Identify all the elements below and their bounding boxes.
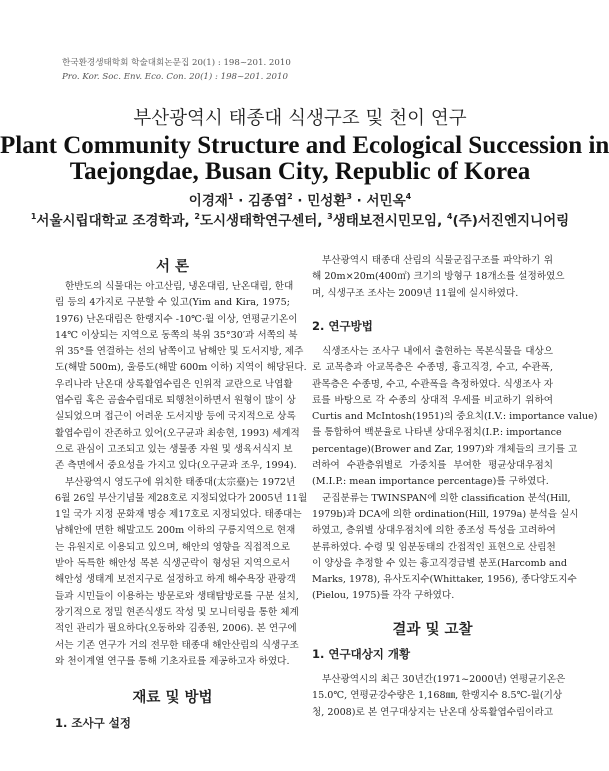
- paragraph-line: 1976) 난온대림은 한랭지수 -10℃·월 이상, 연평균기온이: [55, 313, 298, 325]
- paragraph-line: 부산광역시 영도구에 위치한 태종대(太宗臺)는 1972년: [65, 476, 296, 488]
- paragraph-line: 14℃ 이상되는 지역으로 동쪽의 북위 35°30′과 서쪽의 북: [55, 329, 298, 341]
- title-english-line-1: Plant Community Structure and Ecological Succession in: [0, 132, 609, 159]
- author-list: [0, 189, 600, 209]
- paragraph-line: 으로 관심이 고조되고 있는 생물종 자원 및 생육서식지 보: [55, 443, 293, 455]
- paragraph-line: 분류하였다. 수령 및 임분동태의 간접적인 표현으로 산림천: [312, 541, 556, 553]
- author-name: 민성환: [307, 193, 347, 209]
- paragraph-line: 도(해발 500m), 울릉도(해발 600m 이하) 지역이 해당된다.: [55, 362, 307, 374]
- paragraph-line: 부산광역시의 최근 30년간(1971~2000년) 연평균기온은: [322, 674, 566, 685]
- author-separator: ·: [233, 193, 249, 209]
- affiliation-name: 도시생태학연구센터,: [199, 213, 328, 229]
- author-name: 이경재: [188, 193, 228, 209]
- paragraph-line: 해안성 생태계 보전지구로 설정하고 하계 해수욕장 관광객: [55, 574, 296, 586]
- author-affiliation-mark: 3: [346, 192, 352, 201]
- paragraph-line: 청, 2008)로 본 연구대상지는 난온대 상록활엽수림이라고: [312, 706, 554, 718]
- paragraph-line: 우리나라 난온대 상록활엽수림은 인위적 교란으로 낙엽활: [55, 378, 293, 390]
- plot-setup-body: [312, 253, 565, 302]
- paragraph-line: 남해안에 면한 해발고도 200m 이하의 구릉지역으로 현재: [55, 525, 296, 537]
- paragraph-line: 며, 식생구조 조사는 2009년 11월에 실시하였다.: [312, 287, 519, 299]
- author-name: 김종엽: [248, 193, 288, 209]
- paragraph-line: 1979b)과 DCA에 의한 ordination(Hill, 1979a) 분석을 실시: [312, 508, 579, 520]
- paragraph-line: 관목층은 수종명, 수고, 수관폭을 측정하였다. 식생조사 자: [312, 378, 553, 390]
- paragraph-line: Marks, 1978), 유사도지수(Whittaker, 1956), 종다양도지수: [312, 574, 577, 586]
- journal-citation-ko: 한국환경생태학회 학술대회논문집 20(1) : 198~201. 2010: [62, 58, 291, 68]
- research-methods-body: [312, 344, 598, 605]
- author-separator: ·: [351, 193, 367, 209]
- paragraph-line: 식생조사는 조사구 내에서 출현하는 목본식물을 대상으: [322, 346, 553, 357]
- author-affiliation-mark: 1: [227, 192, 234, 201]
- affiliation-list: [0, 209, 600, 229]
- affiliation-mark: 2: [194, 212, 200, 221]
- author-separator: ·: [292, 193, 308, 209]
- paragraph-line: 이 양상을 추정할 수 있는 흉고직경급별 분포(Harcomb and: [312, 557, 568, 569]
- journal-citation-en: Pro. Kor. Soc. Env. Eco. Con. 20(1) : 198~201. 2010: [62, 72, 288, 82]
- paragraph-line: 존 측면에서 중요성을 가지고 있다(오구균과 조우, 1994).: [55, 460, 297, 472]
- paragraph-line: 려하여 수관층위별로 가중치를 부여한 평균상대우점치: [312, 460, 553, 472]
- subheading-plot-setup: 1. 조사구 설정: [55, 716, 131, 730]
- paragraph-line: 받아 독특한 해안성 목본 식생군락이 형성된 지역으로서: [55, 558, 290, 570]
- paragraph-line: 들과 시민들이 이용하는 방문로와 생태탐방로를 구분 설치,: [55, 590, 299, 602]
- affiliation-name: 생태보전시민모임,: [332, 213, 447, 229]
- paragraph-line: 15.0℃, 연평균강수량은 1,168㎜, 한랭지수 8.5℃-월(기상: [312, 690, 563, 702]
- paragraph-line: 와 천이계열 연구를 통해 기초자료를 제공하고자 하였다.: [55, 655, 290, 667]
- author-affiliation-mark: 2: [287, 192, 293, 201]
- affiliation-mark: 1: [30, 212, 37, 221]
- paragraph-line: 하였고, 층위별 상대우점치에 의한 종조성 특성을 고려하여: [312, 525, 556, 537]
- paragraph-line: 6월 26일 부산기념물 제28호로 지정되었다가 2005년 11월: [55, 492, 308, 504]
- paragraph-line: 로 교목층과 아교목층은 수종명, 흉고직경, 수고, 수관폭,: [312, 362, 553, 374]
- affiliation-mark: 3: [327, 212, 333, 221]
- paragraph-line: 활엽수림이 잔존하고 있어(오구균과 최송현, 1993) 세계적: [55, 427, 300, 439]
- paragraph-line: 한반도의 식물대는 아고산림, 냉온대림, 난온대림, 한대: [65, 281, 294, 292]
- study-site-body: [312, 672, 566, 721]
- paragraph-line: 1일 국가 지정 문화재 명승 제17호로 지정되었다. 태종대는: [55, 509, 302, 521]
- affiliation-mark: 4: [446, 212, 453, 221]
- title-korean: 부산광역시 태종대 식생구조 및 천이 연구: [133, 108, 467, 129]
- paragraph-line: 엽수림 혹은 곰솔수림대로 퇴행천이하면서 원형이 많이 상: [55, 395, 296, 407]
- introduction-body: [55, 279, 308, 670]
- paragraph-line: (M.I.P.: mean importance percentage)를 구하였다.: [312, 476, 549, 488]
- paragraph-line: percentage)(Brower and Zar, 1997)와 개체들의 크기를 고: [312, 443, 578, 455]
- section-heading-methods: 재료 및 방법: [132, 690, 213, 706]
- affiliation-name: (주)서진엔지니어링: [452, 213, 570, 229]
- paragraph-line: 료를 바탕으로 각 수종의 상대적 우세를 비교하기 위하여: [312, 394, 553, 406]
- paragraph-line: 위 35°를 연결하는 선의 남쪽이고 남해안 및 도서지방, 제주: [55, 346, 304, 358]
- title-english-line-2: Taejongdae, Busan City, Republic of Korea: [69, 158, 531, 185]
- author-affiliation-mark: 4: [405, 192, 412, 201]
- paragraph-line: 는 유원지로 이용되고 있으며, 해안의 영향을 직접적으로: [55, 541, 290, 553]
- section-heading-results: 결과 및 고찰: [392, 622, 473, 638]
- paragraph-line: (Pielou, 1975)를 각각 구하였다.: [312, 590, 455, 602]
- paragraph-line: 를 통합하여 백분율로 나타낸 상대우점치(I.P.: importance: [312, 427, 562, 439]
- subheading-research-methods: 2. 연구방법: [312, 319, 373, 333]
- affiliation-name: 서울시립대학교 조경학과,: [36, 213, 195, 229]
- paragraph-line: Curtis and McIntosh(1951)의 중요치(I.V.: importance value): [312, 411, 598, 423]
- paragraph-line: 장기적으로 정밀 현존식생도 작성 및 모니터링을 통한 체계: [55, 606, 299, 618]
- paragraph-line: 부산광역시 태종대 산림의 식물군집구조를 파악하기 위: [322, 255, 553, 266]
- author-name: 서민옥: [366, 193, 406, 209]
- paragraph-line: 적인 관리가 필요하다(오동하와 김종원, 2006). 본 연구에: [55, 623, 297, 635]
- paragraph-line: 실되었으며 접근이 어려운 도서지방 등에 국지적으로 상록: [55, 411, 296, 423]
- paragraph-line: 서는 기존 연구가 거의 전무한 태종대 해안산림의 식생구조: [55, 639, 299, 651]
- paragraph-line: 군집분류는 TWINSPAN에 의한 classification 분석(Hill,: [322, 492, 571, 504]
- section-heading-introduction: 서 론: [155, 259, 190, 275]
- paragraph-line: 림 등의 4가지로 구분할 수 있고(Yim and Kira, 1975;: [55, 297, 290, 309]
- subheading-study-site: 1. 연구대상지 개황: [312, 647, 411, 661]
- paragraph-line: 해 20m×20m(400㎡) 크기의 방형구 18개소를 설정하였으: [312, 271, 565, 283]
